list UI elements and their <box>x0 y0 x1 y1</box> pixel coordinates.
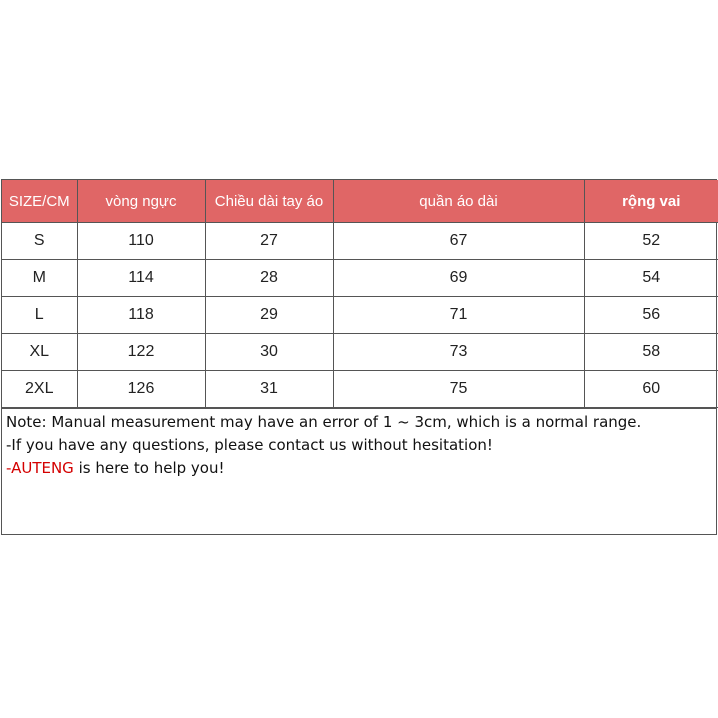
header-shoulder-width: rộng vai <box>584 180 718 223</box>
cell-sleeve: 29 <box>205 297 333 334</box>
size-table <box>2 180 718 408</box>
table-row <box>2 297 718 334</box>
cell-chest: 118 <box>77 297 205 334</box>
brand-name: -AUTENG <box>6 459 74 477</box>
cell-chest: 114 <box>77 260 205 297</box>
cell-chest: 110 <box>77 223 205 260</box>
cell-sleeve: 31 <box>205 371 333 408</box>
cell-length: 73 <box>333 334 584 371</box>
note-box <box>2 408 716 535</box>
cell-sleeve: 30 <box>205 334 333 371</box>
cell-length: 67 <box>333 223 584 260</box>
note-line-help-text: is here to help you! <box>73 459 225 477</box>
cell-shoulder: 58 <box>584 334 718 371</box>
cell-size: S <box>2 223 77 260</box>
header-chest: vòng ngực <box>77 180 205 223</box>
cell-shoulder: 60 <box>584 371 718 408</box>
cell-shoulder: 54 <box>584 260 718 297</box>
table-row <box>2 371 718 408</box>
note-line-contact: -If you have any questions, please contact us without hesitation! <box>6 436 493 454</box>
cell-shoulder: 52 <box>584 223 718 260</box>
cell-size: XL <box>2 334 77 371</box>
cell-size: L <box>2 297 77 334</box>
cell-length: 75 <box>333 371 584 408</box>
cell-size: 2XL <box>2 371 77 408</box>
size-chart <box>1 179 717 535</box>
cell-sleeve: 28 <box>205 260 333 297</box>
header-size: SIZE/CM <box>2 180 77 223</box>
table-row <box>2 334 718 371</box>
cell-length: 69 <box>333 260 584 297</box>
table-row <box>2 260 718 297</box>
cell-length: 71 <box>333 297 584 334</box>
cell-size: M <box>2 260 77 297</box>
cell-shoulder: 56 <box>584 297 718 334</box>
cell-chest: 126 <box>77 371 205 408</box>
cell-sleeve: 27 <box>205 223 333 260</box>
note-line-measurement: Note: Manual measurement may have an error of 1 ~ 3cm, which is a normal range. <box>6 413 642 431</box>
note-line-help <box>6 457 712 480</box>
header-sleeve-length: Chiều dài tay áo <box>205 180 333 223</box>
header-row <box>2 180 718 223</box>
cell-chest: 122 <box>77 334 205 371</box>
header-garment-length: quần áo dài <box>333 180 584 223</box>
table-row <box>2 223 718 260</box>
